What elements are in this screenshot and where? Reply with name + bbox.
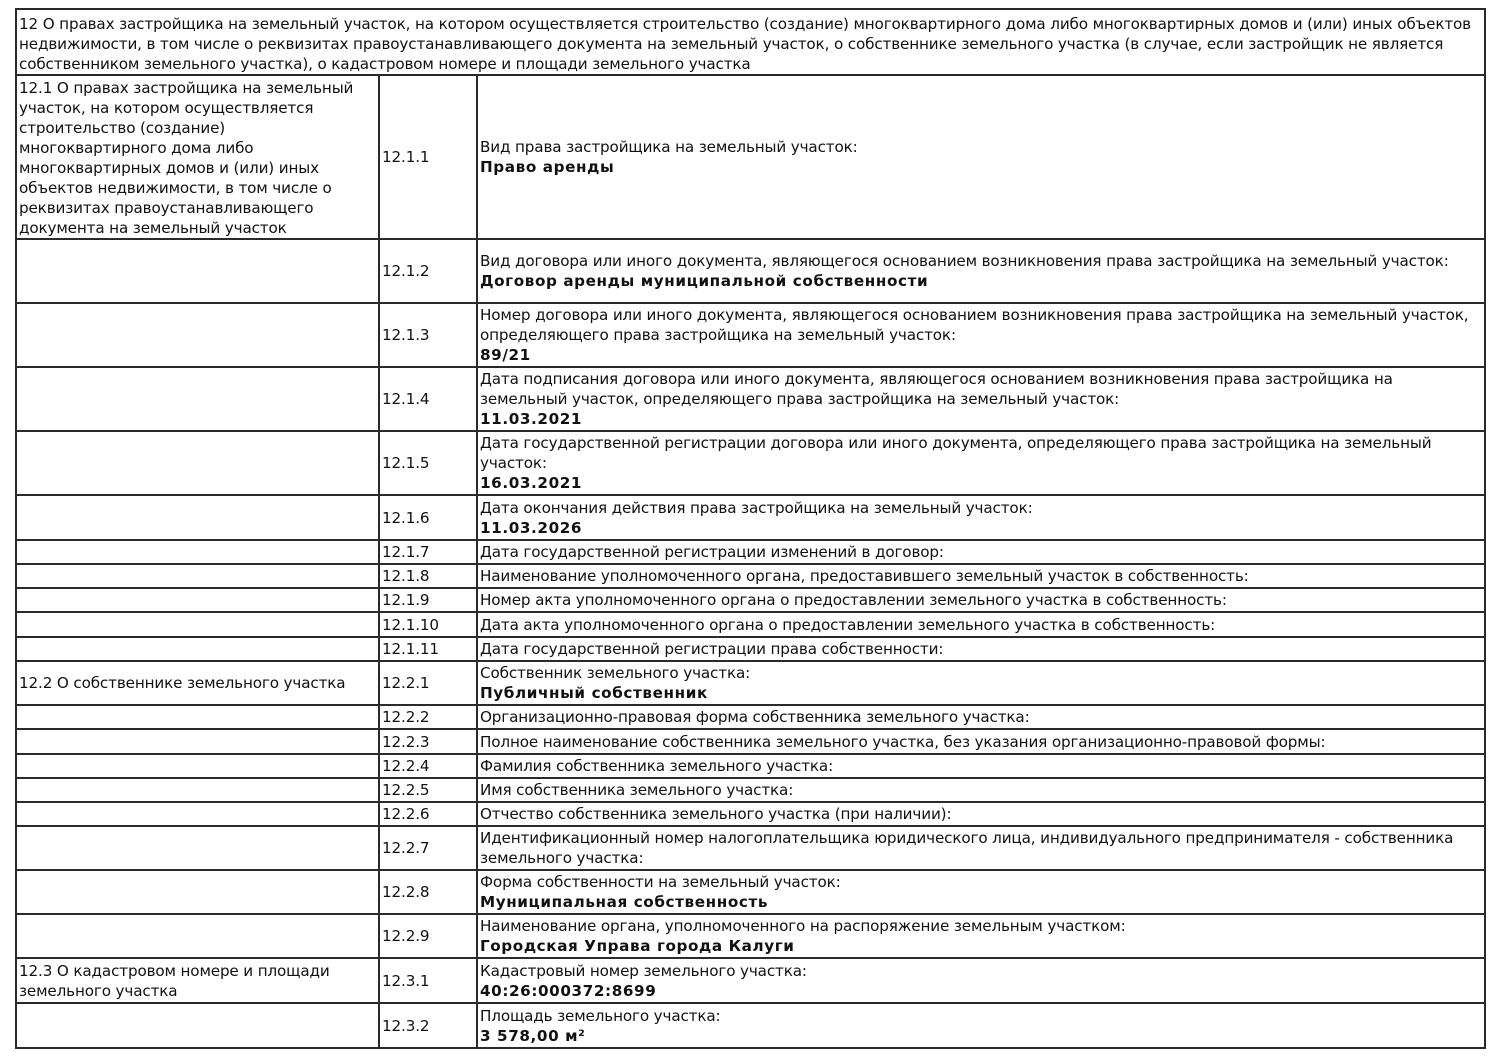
table-row <box>16 802 1485 826</box>
row-content <box>477 75 1485 239</box>
table-row <box>16 303 1485 367</box>
row-label: Собственник земельного участка: <box>480 664 751 682</box>
row-value: Договор аренды муниципальной собственности <box>480 272 929 290</box>
row-code: 12.2.8 <box>379 870 477 914</box>
row-label: Дата государственной регистрации договора или иного документа, определяющего права застройщика на земельный участок: <box>480 434 1432 472</box>
row-code: 12.1.9 <box>379 588 477 612</box>
empty-group-cell <box>16 495 379 540</box>
empty-group-cell <box>16 303 379 367</box>
row-code: 12.1.8 <box>379 564 477 588</box>
row-label: Отчество собственника земельного участка (при наличии): <box>477 802 1485 826</box>
row-code: 12.1.4 <box>379 367 477 431</box>
row-code: 12.2.7 <box>379 826 477 870</box>
row-code: 12.1.2 <box>379 239 477 303</box>
row-label: Площадь земельного участка: <box>480 1006 721 1025</box>
row-code: 12.2.6 <box>379 802 477 826</box>
row-code: 12.1.10 <box>379 612 477 637</box>
row-content <box>477 367 1485 431</box>
row-content <box>477 1003 1485 1048</box>
row-code: 12.1.6 <box>379 495 477 540</box>
table-row <box>16 239 1485 303</box>
row-value: 11.03.2021 <box>480 410 583 428</box>
table-row <box>16 612 1485 637</box>
table-row <box>16 778 1485 802</box>
row-label: Номер акта уполномоченного органа о предоставлении земельного участка в собственность: <box>477 588 1485 612</box>
table-row <box>16 870 1485 914</box>
row-value: Публичный собственник <box>480 684 708 702</box>
row-label: Наименование органа, уполномоченного на распоряжение земельным участком: <box>480 917 1126 935</box>
empty-group-cell <box>16 564 379 588</box>
empty-group-cell <box>16 588 379 612</box>
empty-group-cell <box>16 705 379 729</box>
table-row <box>16 75 1485 239</box>
table-row <box>16 637 1485 661</box>
row-label: Дата окончания действия права застройщика на земельный участок: <box>480 498 1033 517</box>
row-content <box>477 303 1485 367</box>
row-value: Муниципальная собственность <box>480 893 769 911</box>
empty-group-cell <box>16 826 379 870</box>
empty-group-cell <box>16 729 379 754</box>
group-title-12-2: 12.2 О собственнике земельного участка <box>16 661 379 705</box>
row-content <box>477 958 1485 1003</box>
row-value: 40:26:000372:8699 <box>480 981 657 1000</box>
empty-group-cell <box>16 1003 379 1048</box>
table-row <box>16 431 1485 495</box>
row-value: Право аренды <box>480 158 615 176</box>
group-title-12-3: 12.3 О кадастровом номере и площади земельного участка <box>16 958 379 1003</box>
row-code: 12.1.5 <box>379 431 477 495</box>
table-row <box>16 914 1485 958</box>
row-code: 12.3.2 <box>379 1003 477 1048</box>
empty-group-cell <box>16 778 379 802</box>
row-label: Организационно-правовая форма собственника земельного участка: <box>477 705 1485 729</box>
table-row <box>16 588 1485 612</box>
row-code: 12.2.3 <box>379 729 477 754</box>
table-row <box>16 826 1485 870</box>
table-row <box>16 564 1485 588</box>
row-label: Форма собственности на земельный участок: <box>480 873 841 891</box>
row-label: Вид договора или иного документа, являющегося основанием возникновения права застройщика на земельный участок: <box>480 252 1449 270</box>
row-value: Городская Управа города Калуги <box>480 937 795 955</box>
empty-group-cell <box>16 870 379 914</box>
empty-group-cell <box>16 754 379 778</box>
section-title: 12 О правах застройщика на земельный участок, на котором осуществляется строительство (создание) многоквартирного дома либо многоквартирных домов и (или) иных объектов недвижимости, в том числе о реквизитах правоустанавливающего документа на земельный участок, о собственнике земельного участка (в случае, если застройщик не является собственником земельного участка), о кадастровом номере и площади земельного участка <box>16 9 1485 75</box>
land-rights-table <box>15 8 1486 1049</box>
table-row <box>16 540 1485 564</box>
empty-group-cell <box>16 367 379 431</box>
row-value: 11.03.2026 <box>480 518 583 537</box>
row-value: 89/21 <box>480 346 531 364</box>
row-code: 12.2.4 <box>379 754 477 778</box>
row-value: 3 578,00 м² <box>480 1026 586 1045</box>
row-label: Дата государственной регистрации изменений в договор: <box>477 540 1485 564</box>
row-code: 12.2.9 <box>379 914 477 958</box>
row-content <box>477 870 1485 914</box>
empty-group-cell <box>16 431 379 495</box>
empty-group-cell <box>16 239 379 303</box>
row-content <box>477 239 1485 303</box>
row-value: 16.03.2021 <box>480 474 583 492</box>
row-label: Кадастровый номер земельного участка: <box>480 961 807 980</box>
row-content <box>477 431 1485 495</box>
row-code: 12.2.1 <box>379 661 477 705</box>
empty-group-cell <box>16 540 379 564</box>
row-label: Дата государственной регистрации права собственности: <box>477 637 1485 661</box>
table-row <box>16 661 1485 705</box>
row-code: 12.1.7 <box>379 540 477 564</box>
row-code: 12.2.5 <box>379 778 477 802</box>
empty-group-cell <box>16 612 379 637</box>
row-label: Полное наименование собственника земельного участка, без указания организационно-правовой формы: <box>477 729 1485 754</box>
table-row <box>16 754 1485 778</box>
row-content <box>477 661 1485 705</box>
table-row <box>16 729 1485 754</box>
table-row <box>16 705 1485 729</box>
section-header-row <box>16 9 1485 75</box>
empty-group-cell <box>16 914 379 958</box>
row-code: 12.3.1 <box>379 958 477 1003</box>
row-code: 12.1.1 <box>379 75 477 239</box>
table-row <box>16 1003 1485 1048</box>
row-label: Наименование уполномоченного органа, предоставившего земельный участок в собственность: <box>477 564 1485 588</box>
row-label: Вид права застройщика на земельный участок: <box>480 138 858 156</box>
empty-group-cell <box>16 637 379 661</box>
row-content <box>477 914 1485 958</box>
row-label: Номер договора или иного документа, являющегося основанием возникновения права застройщика на земельный участок, определяющего права застройщика на земельный участок: <box>480 306 1469 344</box>
table-row <box>16 495 1485 540</box>
row-code: 12.1.11 <box>379 637 477 661</box>
row-label: Идентификационный номер налогоплательщика юридического лица, индивидуального предпринимателя - собственника земельного участка: <box>477 826 1485 870</box>
row-code: 12.1.3 <box>379 303 477 367</box>
table-row <box>16 958 1485 1003</box>
empty-group-cell <box>16 802 379 826</box>
row-label: Дата подписания договора или иного документа, являющегося основанием возникновения права застройщика на земельный участок, определяющего права застройщика на земельный участок: <box>480 370 1393 408</box>
row-code: 12.2.2 <box>379 705 477 729</box>
row-label: Фамилия собственника земельного участка: <box>477 754 1485 778</box>
group-title-12-1: 12.1 О правах застройщика на земельный участок, на котором осуществляется строительство (создание) многоквартирного дома либо многоквартирных домов и (или) иных объектов недвижимости, в том числе о реквизитах правоустанавливающего документа на земельный участок <box>16 75 379 239</box>
row-label: Имя собственника земельного участка: <box>477 778 1485 802</box>
row-content <box>477 495 1485 540</box>
row-label: Дата акта уполномоченного органа о предоставлении земельного участка в собственность: <box>477 612 1485 637</box>
table-row <box>16 367 1485 431</box>
